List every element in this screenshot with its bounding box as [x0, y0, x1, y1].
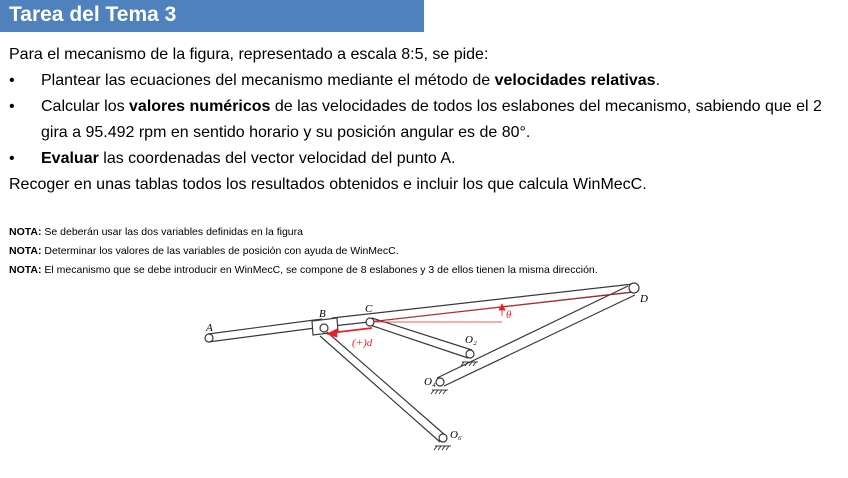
joint-c — [366, 318, 374, 326]
joint-a — [205, 334, 213, 342]
link-c-o2 — [372, 318, 472, 350]
label-c: C — [365, 303, 373, 315]
bullet-marker: • — [9, 150, 15, 167]
label-a: A — [206, 322, 213, 334]
joint-o2 — [466, 350, 474, 358]
link-c-d — [332, 284, 633, 318]
link-o4-d — [437, 286, 628, 378]
title-bar — [0, 0, 424, 32]
bullet-marker: • — [9, 72, 15, 89]
label-d-variable: (+)d — [352, 337, 373, 349]
ground-support-o4 — [431, 390, 448, 394]
link-a-b — [208, 327, 323, 342]
joint-b — [320, 324, 328, 332]
note-line: NOTA: Determinar los valores de las variables de posición con ayuda de WinMecC. — [9, 245, 399, 257]
bullet-marker: • — [9, 98, 15, 115]
label-b: B — [319, 308, 326, 320]
label-o4: O₄ — [424, 376, 436, 388]
label-o6: O₆ — [450, 429, 462, 441]
ground-support-o6 — [434, 446, 451, 450]
link-a-b — [208, 319, 322, 334]
notes — [9, 223, 844, 280]
link-c-o2 — [370, 325, 468, 358]
note-line: NOTA: Se deberán usar las dos variables definidas en la figura — [9, 226, 303, 238]
label-o2: O₂ — [465, 334, 477, 346]
closing-text: Recoger en unas tablas todos los resultados obtenidos e incluir los que calcula WinMecC. — [9, 176, 647, 193]
note-line: NOTA: El mecanismo que se debe introducir en WinMecC, se compone de 8 eslabones y 3 de ellos tienen la misma dirección. — [9, 264, 598, 276]
label-theta: θ — [506, 309, 512, 321]
reference-line — [370, 292, 630, 322]
joint-o6 — [439, 434, 447, 442]
list-item: • Plantear las ecuaciones del mecanismo mediante el método de velocidades relativas. — [9, 68, 839, 94]
list-item: • Evaluar las coordenadas del vector velocidad del punto A. — [9, 146, 839, 172]
page-title: Tarea del Tema 3 — [9, 3, 177, 26]
joint-d — [629, 283, 639, 293]
label-d: D — [640, 293, 648, 305]
link-b-o6 — [320, 336, 440, 442]
task-list — [9, 68, 839, 172]
list-item: • Calcular los valores numéricos de las velocidades de todos los eslabones del mecanismo, sabiendo que el 2 gira a 95.492 rpm en sentido horario y su posición angular es de 80°. — [9, 94, 839, 146]
statement — [9, 42, 839, 198]
joint-o4 — [436, 378, 444, 386]
intro-text: Para el mecanismo de la figura, representado a escala 8:5, se pide: — [9, 46, 489, 63]
mechanism-figure — [200, 280, 660, 452]
